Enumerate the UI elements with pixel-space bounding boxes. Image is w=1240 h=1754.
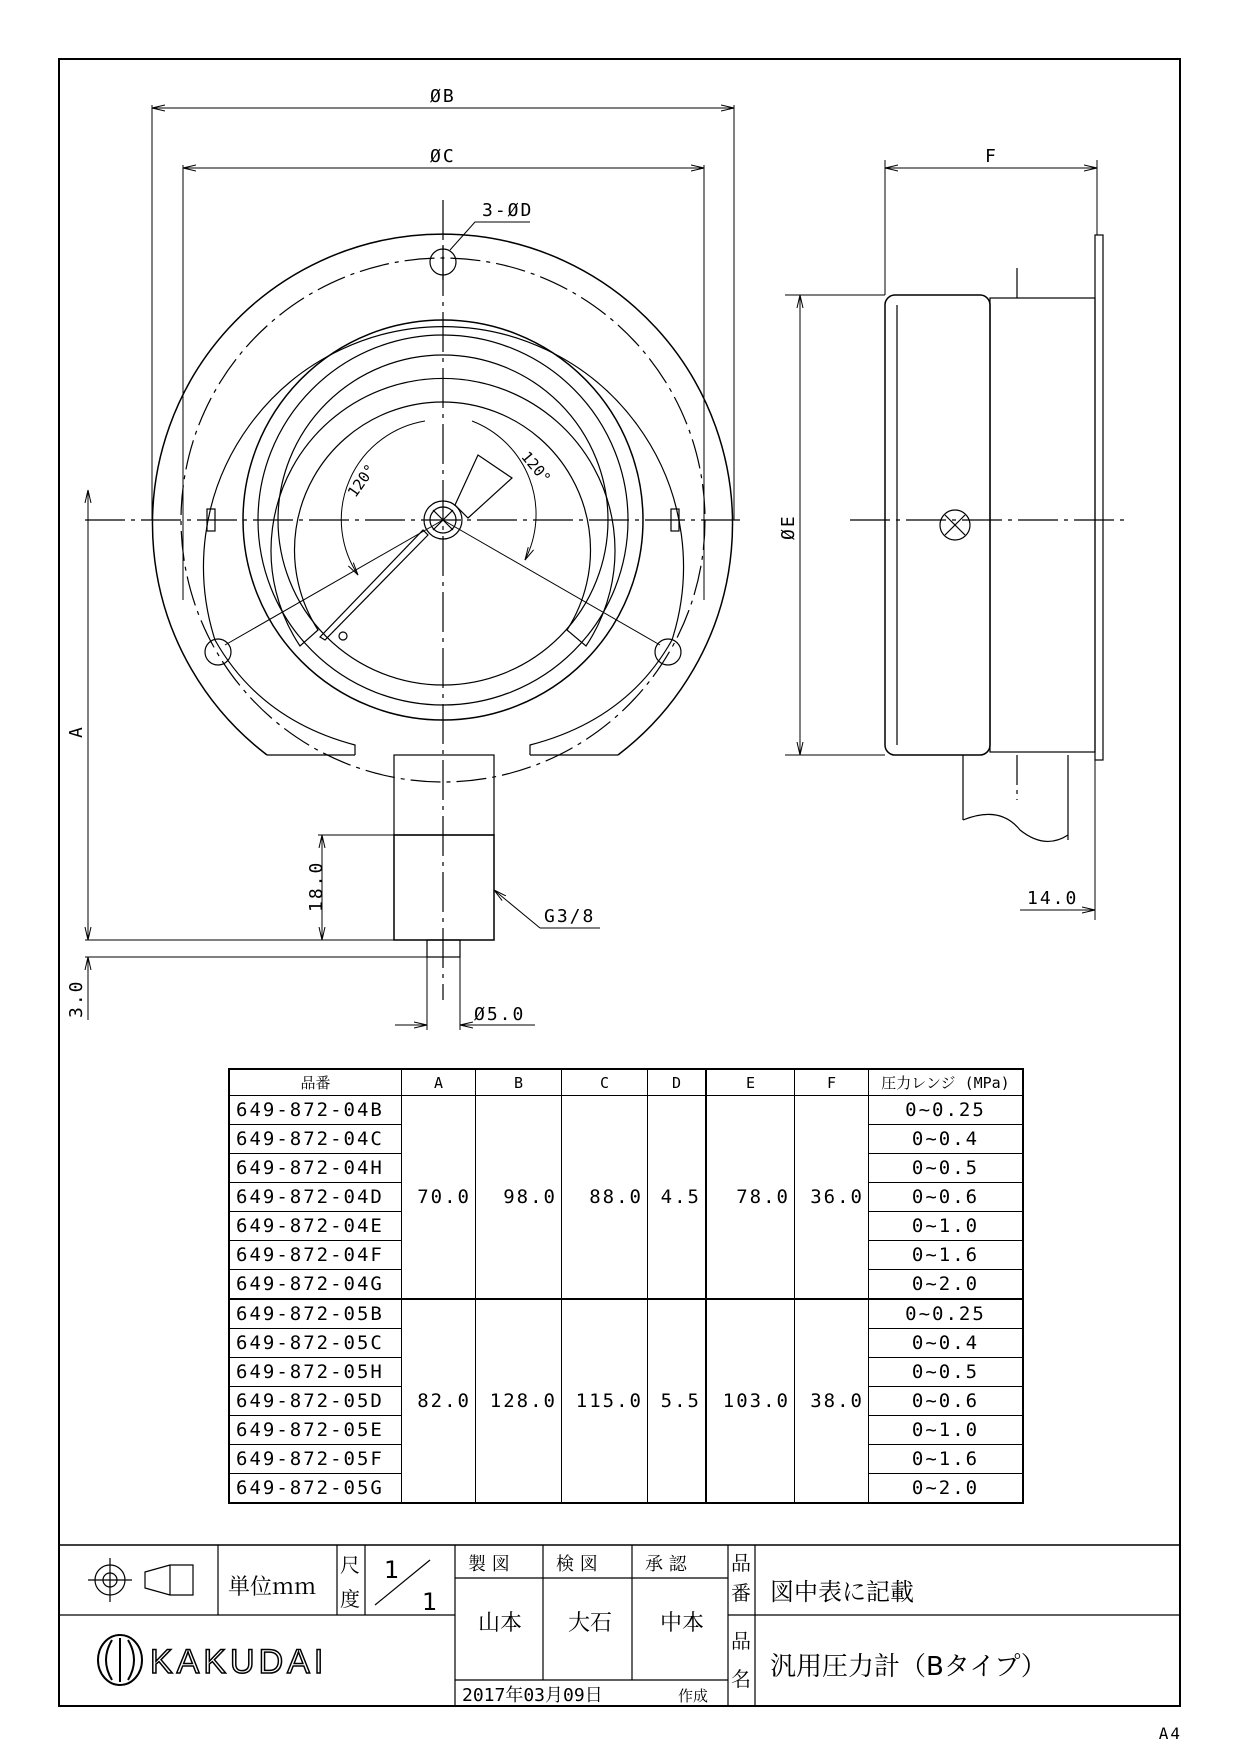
dim-label-a: A xyxy=(66,725,87,738)
pressure-range-cell: 0~0.25 xyxy=(869,1299,1024,1329)
name-label-1: 品 xyxy=(731,1629,751,1653)
dim-label-angle-left: 120° xyxy=(343,460,380,501)
part-number-cell: 649-872-05G xyxy=(229,1474,402,1504)
scale-label-char2: 度 xyxy=(340,1587,360,1611)
dimension-b-cell: 128.0 xyxy=(476,1299,562,1503)
drawn-label: 製 図 xyxy=(468,1554,510,1575)
pressure-range-cell: 0~0.25 xyxy=(869,1096,1024,1125)
drawn-by: 山本 xyxy=(478,1611,523,1636)
pointer-counterweight xyxy=(455,455,512,518)
dim-label-14: 14.0 xyxy=(1027,888,1079,909)
dim-label-3: 3.0 xyxy=(66,979,87,1018)
table-header-row xyxy=(229,1069,1023,1096)
dimension-b-cell: 98.0 xyxy=(476,1096,562,1300)
col-header-d: D xyxy=(648,1069,707,1096)
dimension-c-cell: 88.0 xyxy=(562,1096,648,1300)
side-view xyxy=(850,235,1128,841)
company-name: KAKUDAI xyxy=(150,1643,328,1681)
part-number-cell: 649-872-04F xyxy=(229,1241,402,1270)
part-no-label-2: 番 xyxy=(731,1581,751,1605)
name-label-2: 名 xyxy=(731,1667,751,1691)
dimension-e-cell: 78.0 xyxy=(706,1096,795,1300)
spec-table xyxy=(228,1068,1024,1504)
dimension-c-cell: 115.0 xyxy=(562,1299,648,1503)
scale-label-char1: 尺 xyxy=(340,1553,360,1577)
checked-label: 検 図 xyxy=(556,1554,598,1575)
pressure-range-cell: 0~1.6 xyxy=(869,1445,1024,1474)
drawn-date: 2017年03月09日 xyxy=(462,1685,603,1706)
dim-label-angle-right: 120° xyxy=(517,447,555,488)
bolt-hole-right xyxy=(655,639,681,665)
col-header-c: C xyxy=(562,1069,648,1096)
dimension-a-cell: 82.0 xyxy=(402,1299,476,1503)
dimension-d-cell: 4.5 xyxy=(648,1096,707,1300)
title-block-text xyxy=(150,1551,1047,1706)
dim-label-dia-e: ØE xyxy=(778,514,799,540)
pressure-range-cell: 0~2.0 xyxy=(869,1474,1024,1504)
part-number-cell: 649-872-04B xyxy=(229,1096,402,1125)
unit-label: 単位ｍｍ xyxy=(228,1575,317,1600)
pressure-range-cell: 0~0.6 xyxy=(869,1387,1024,1416)
part-number-cell: 649-872-04C xyxy=(229,1125,402,1154)
pressure-range-cell: 0~0.4 xyxy=(869,1125,1024,1154)
pressure-range-cell: 0~1.6 xyxy=(869,1241,1024,1270)
dimension-d-cell: 5.5 xyxy=(648,1299,707,1503)
pressure-range-cell: 0~0.4 xyxy=(869,1329,1024,1358)
table-body xyxy=(229,1096,1023,1504)
dim-label-dia-b: ØB xyxy=(430,86,456,107)
pressure-range-cell: 0~0.6 xyxy=(869,1183,1024,1212)
part-no-value: 図中表に記載 xyxy=(770,1578,914,1606)
dim-label-dia5: Ø5.0 xyxy=(474,1004,526,1025)
dim-label-f: F xyxy=(985,146,998,167)
checked-by: 大石 xyxy=(568,1611,613,1636)
scale-top: 1 xyxy=(384,1556,400,1584)
dimension-e-cell: 103.0 xyxy=(706,1299,795,1503)
dimension-f-cell: 36.0 xyxy=(795,1096,869,1300)
thread-section xyxy=(394,835,494,940)
case-body xyxy=(885,295,990,755)
pressure-range-cell: 0~0.5 xyxy=(869,1358,1024,1387)
side-dimensions xyxy=(785,160,1097,920)
part-number-cell: 649-872-05B xyxy=(229,1299,402,1329)
sheet-size-label: A4 xyxy=(1158,1724,1182,1743)
part-number-cell: 649-872-05H xyxy=(229,1358,402,1387)
dim-label-18: 18.0 xyxy=(306,860,327,912)
created-label: 作成 xyxy=(678,1687,709,1705)
dimension-f-cell: 38.0 xyxy=(795,1299,869,1503)
flange-plate xyxy=(1095,235,1103,760)
col-header-part: 品番 xyxy=(229,1069,402,1096)
pressure-range-cell: 0~0.5 xyxy=(869,1154,1024,1183)
approved-by: 中本 xyxy=(660,1611,705,1636)
approved-label: 承 認 xyxy=(645,1554,687,1575)
pressure-range-cell: 0~1.0 xyxy=(869,1416,1024,1445)
col-header-range: 圧力レンジ (MPa) xyxy=(869,1069,1024,1096)
pressure-range-cell: 0~1.0 xyxy=(869,1212,1024,1241)
table-row xyxy=(229,1299,1023,1329)
part-number-cell: 649-872-04E xyxy=(229,1212,402,1241)
dimension-a-cell: 70.0 xyxy=(402,1096,476,1300)
part-number-cell: 649-872-04H xyxy=(229,1154,402,1183)
product-name: 汎用圧力計（Bタイプ） xyxy=(770,1652,1047,1682)
part-number-cell: 649-872-05F xyxy=(229,1445,402,1474)
part-no-label-1: 品 xyxy=(731,1551,751,1575)
col-header-e: E xyxy=(706,1069,795,1096)
table-row xyxy=(229,1096,1023,1125)
dimension-labels xyxy=(66,86,1078,1025)
col-header-b: B xyxy=(476,1069,562,1096)
part-number-cell: 649-872-04G xyxy=(229,1270,402,1300)
part-number-cell: 649-872-05E xyxy=(229,1416,402,1445)
col-header-a: A xyxy=(402,1069,476,1096)
dim-label-holes: 3-ØD xyxy=(482,200,534,221)
dim-label-dia-c: ØC xyxy=(430,146,456,167)
part-number-cell: 649-872-05C xyxy=(229,1329,402,1358)
scale-bottom: 1 xyxy=(422,1588,438,1616)
pointer-needle xyxy=(320,530,428,640)
part-number-cell: 649-872-05D xyxy=(229,1387,402,1416)
dim-label-thread: G3/8 xyxy=(544,906,596,927)
col-header-f: F xyxy=(795,1069,869,1096)
pressure-range-cell: 0~2.0 xyxy=(869,1270,1024,1300)
bolt-hole-left xyxy=(205,639,231,665)
part-number-cell: 649-872-04D xyxy=(229,1183,402,1212)
